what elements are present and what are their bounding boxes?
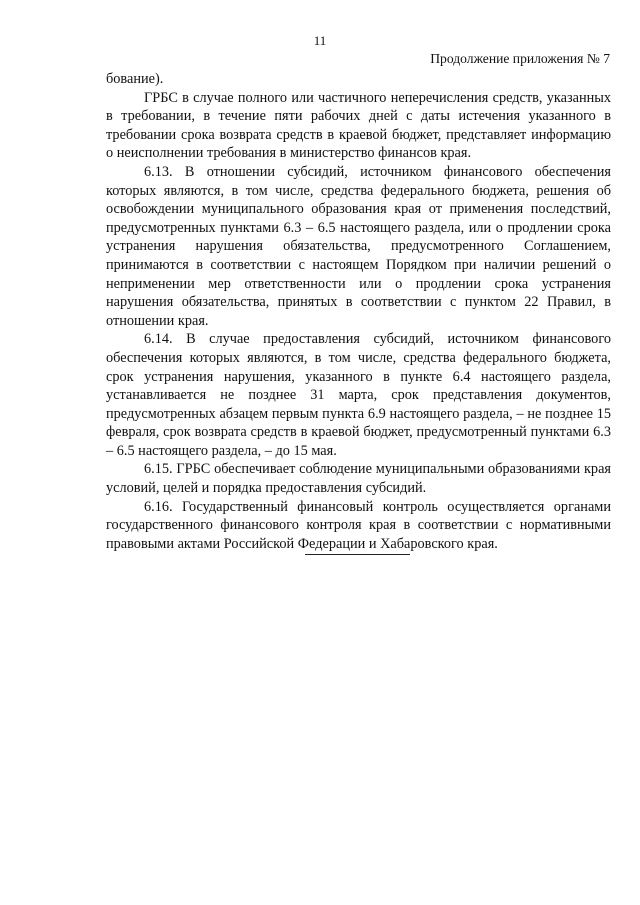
paragraph-6-14: 6.14. В случае предоставления субсидий, источником финансового обеспечения которых являются, в том числе, средства федерального бюджета, срок устранения нарушения, указанного в пункте 6.4 настоящего раздела, устанавливается не позднее 31 марта, срок представления документов, предусмотренных абзацем первым пункта 6.9 настоящего раздела, – не позднее 15 февраля, срок возврата средств в краевой бюджет, предусмотренный пунктами 6.3 – 6.5 настоящего раздела, – до 15 мая. xyxy=(106,331,611,459)
paragraph-6-16: 6.16. Государственный финансовый контроль осуществляется органами государственного финансового контроля края в соответствии с нормативными правовыми актами Российской Федерации и Хабаровского края. xyxy=(106,498,611,552)
paragraph-6-13: 6.13. В отношении субсидий, источником финансового обеспечения которых являются, в том числе, средства федерального бюджета, решения об освобождении муниципального образования края от применения последствий, предусмотренных пунктами 6.3 – 6.5 настоящего раздела, или о продлении срока устранения нарушения обязательства, предусмотренного Соглашением, принимаются в соответствии с настоящем Порядком при наличии решений о неприменении мер ответственности или о продлении срока устранения нарушения обязательства, принятых в соответствии с пунктом 22 Правил, в отношении края. xyxy=(106,163,611,329)
paragraph-6-15: 6.15. ГРБС обеспечивает соблюдение муниципальными образованиями края условий, целей и порядка предоставления субсидий. xyxy=(106,461,611,497)
paragraph-continued: бование). xyxy=(106,71,164,87)
appendix-continuation-note: Продолжение приложения № 7 xyxy=(430,51,610,66)
document-body xyxy=(106,70,611,553)
page-number: 11 xyxy=(313,33,327,48)
paragraph-grbs-non-transfer: ГРБС в случае полного или частичного неперечисления средств, указанных в требовании, в течение пяти рабочих дней с даты истечения указанного в требовании срока возврата средств в краевой бюджет, представляет информацию о неисполнении требования в министерство финансов края. xyxy=(106,89,611,162)
end-of-document-rule xyxy=(305,554,410,555)
